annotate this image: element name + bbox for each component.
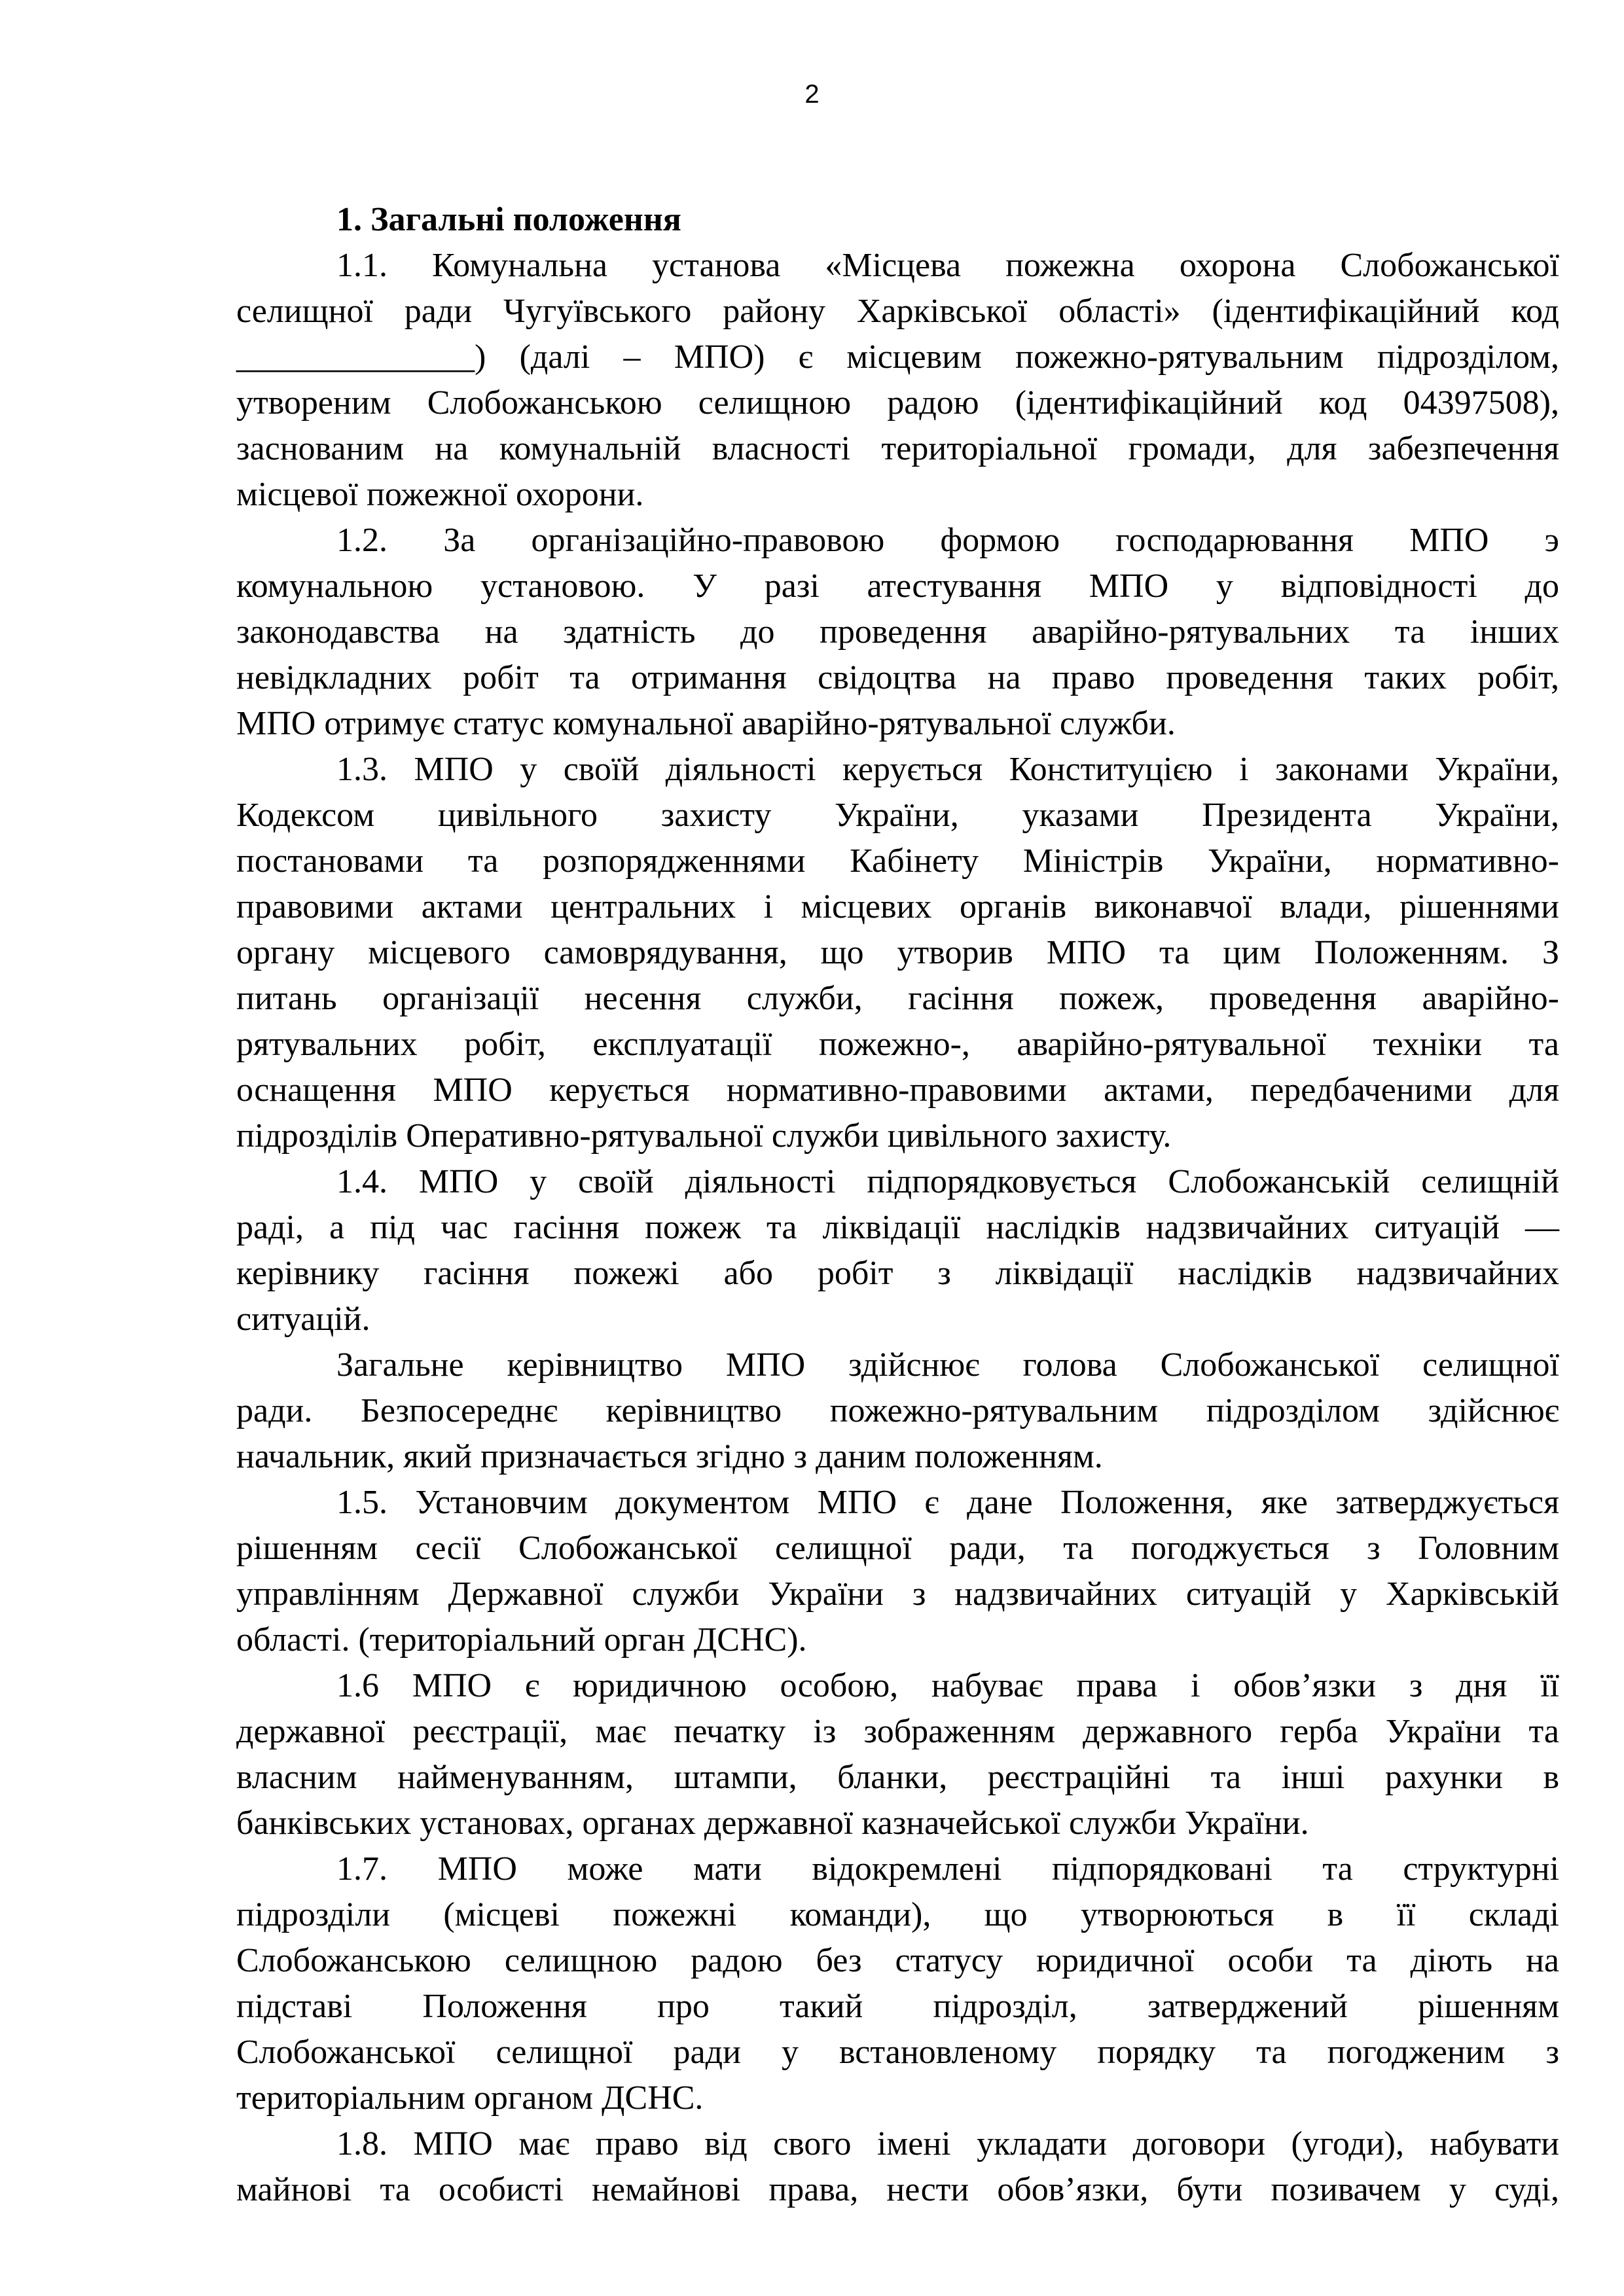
text-line: рішенням сесії Слобожанської селищної ради, та погоджується з Головним (236, 1530, 1559, 1567)
paragraph (236, 518, 1559, 747)
text-line: питань організації несення служби, гасіння пожеж, проведення аварійно- (236, 980, 1559, 1017)
paragraph (236, 1846, 1559, 2121)
text-line: заснованим на комунальній власності територіальної громади, для забезпечення (236, 430, 1559, 467)
text-line: 1.4. МПО у своїй діяльності підпорядковується Слобожанській селищній (336, 1163, 1559, 1200)
text-line: 1.5. Установчим документом МПО є дане Положення, яке затверджується (336, 1484, 1559, 1521)
text-line: 1.3. МПО у своїй діяльності керується Конституцією і законами України, (336, 751, 1559, 788)
text-line: підрозділів Оперативно-рятувальної служби цивільного захисту. (236, 1117, 1172, 1155)
text-line: начальник, який призначається згідно з даним положенням. (236, 1438, 1103, 1475)
paragraph (236, 2121, 1559, 2213)
text-line: територіальним органом ДСНС. (236, 2079, 704, 2117)
text-line: правовими актами центральних і місцевих органів виконавчої влади, рішеннями (236, 888, 1559, 925)
text-line: 1.2. За організаційно-правовою формою господарювання МПО э (336, 522, 1559, 559)
text-line: невідкладних робіт та отримання свідоцтва на право проведення таких робіт, (236, 659, 1559, 696)
text-line: власним найменуванням, штампи, бланки, реєстраційні та інші рахунки в (236, 1759, 1559, 1796)
document-body (236, 197, 1559, 2213)
paragraph (236, 1480, 1559, 1663)
text-line: раді, а під час гасіння пожеж та ліквідації наслідків надзвичайних ситуацій — (236, 1209, 1559, 1246)
text-line: банківських установах, органах державної казначейської служби України. (236, 1804, 1309, 1842)
text-line: 1.7. МПО може мати відокремлені підпорядковані та структурні (336, 1850, 1559, 1888)
text-line: утвореним Слобожанською селищною радою (ідентифікаційний код 04397508), (236, 384, 1559, 422)
section-heading: 1. Загальні положення (336, 201, 681, 238)
text-line: підставі Положення про такий підрозділ, затверджений рішенням (236, 1988, 1559, 2025)
text-line: майнові та особисті немайнові права, нести обов’язки, бути позивачем у суді, (236, 2171, 1559, 2208)
text-line: управлінням Державної служби України з надзвичайних ситуацій у Харківській (236, 1575, 1559, 1613)
text-line: керівнику гасіння пожежі або робіт з ліквідації наслідків надзвичайних (236, 1255, 1559, 1292)
text-line: ______________) (далі – МПО) є місцевим пожежно-рятувальним підрозділом, (236, 338, 1559, 376)
text-line: 1.8. МПО має право від свого імені укладати договори (угоди), набувати (336, 2125, 1559, 2162)
paragraph (236, 243, 1559, 518)
text-line: області. (територіальний орган ДСНС). (236, 1621, 807, 1659)
text-line: законодавства на здатність до проведення аварійно-рятувальних та інших (236, 613, 1559, 651)
text-line: комунальною установою. У разі атестування МПО у відповідності до (236, 567, 1559, 605)
text-line: ситуацій. (236, 1300, 370, 1338)
text-line: Слобожанською селищною радою без статусу юридичної особи та діють на (236, 1942, 1559, 1979)
text-line: 1.6 МПО є юридичною особою, набуває права і обов’язки з дня її (336, 1667, 1559, 1704)
text-line: Загальне керівництво МПО здійснює голова Слобожанської селищної (336, 1346, 1559, 1384)
text-line: підрозділи (місцеві пожежні команди), що утворюються в її складі (236, 1896, 1559, 1933)
text-line: постановами та розпорядженнями Кабінету Міністрів України, нормативно- (236, 842, 1559, 880)
text-line: місцевої пожежної охорони. (236, 476, 644, 513)
text-line: МПО отримує статус комунальної аварійно-рятувальної служби. (236, 705, 1176, 742)
text-line: органу місцевого самоврядування, що утворив МПО та цим Положенням. З (236, 934, 1559, 971)
text-line: оснащення МПО керується нормативно-правовими актами, передбаченими для (236, 1071, 1559, 1109)
text-line: 1.1. Комунальна установа «Місцева пожежна охорона Слобожанської (336, 247, 1559, 284)
page-number: 2 (804, 80, 820, 109)
text-line: Слобожанської селищної ради у встановленому порядку та погодженим з (236, 2034, 1559, 2071)
paragraph (236, 1663, 1559, 1846)
paragraph (236, 1159, 1559, 1342)
text-line: державної реєстрації, має печатку із зображенням державного герба України та (236, 1713, 1559, 1750)
paragraph (236, 1342, 1559, 1480)
text-line: рятувальних робіт, експлуатації пожежно-, аварійно-рятувальної техніки та (236, 1026, 1559, 1063)
paragraphs (236, 243, 1559, 2213)
text-line: селищної ради Чугуївського району Харківської області» (ідентифікаційний код (236, 293, 1559, 330)
paragraph (236, 747, 1559, 1159)
text-line: Кодексом цивільного захисту України, указами Президента України, (236, 797, 1559, 834)
text-line: ради. Безпосереднє керівництво пожежно-рятувальним підрозділом здійснює (236, 1392, 1559, 1429)
